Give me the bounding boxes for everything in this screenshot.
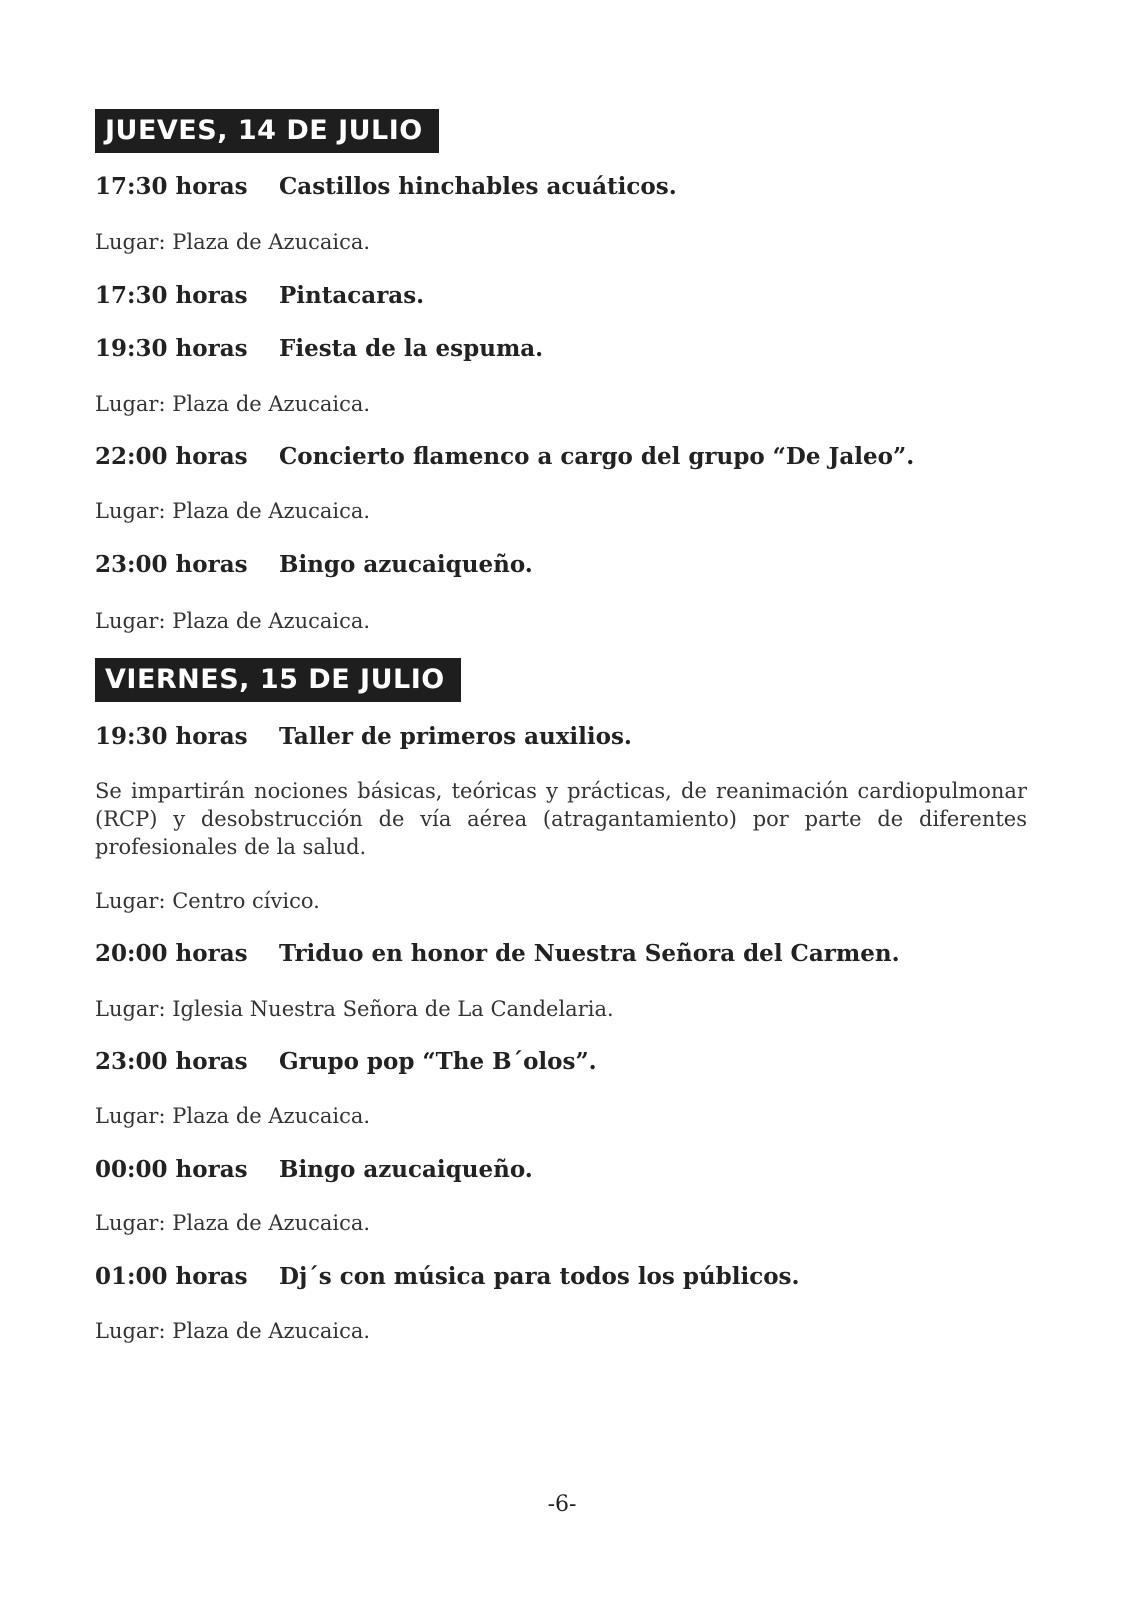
event-time: 01:00 horas [95, 1263, 248, 1290]
event-place: Lugar: Plaza de Azucaica. [95, 499, 371, 523]
event-time: 19:30 horas [95, 335, 248, 362]
event-title: Concierto flamenco a cargo del grupo “De Jaleo”. [279, 443, 915, 470]
event-place: Lugar: Plaza de Azucaica. [95, 1319, 371, 1343]
event-place: Lugar: Plaza de Azucaica. [95, 392, 371, 416]
event-place: Lugar: Plaza de Azucaica. [95, 230, 371, 254]
event-title: Bingo azucaiqueño. [279, 551, 533, 578]
event-title: Fiesta de la espuma. [279, 335, 544, 362]
event-title: Castillos hinchables acuáticos. [279, 173, 677, 200]
page-number: -6- [547, 1492, 577, 1517]
day-header-thursday: JUEVES, 14 DE JULIO [95, 109, 439, 153]
event-title: Taller de primeros auxilios. [279, 723, 632, 750]
event-time: 23:00 horas [95, 1048, 248, 1075]
event-time: 19:30 horas [95, 723, 248, 750]
event-time: 00:00 horas [95, 1156, 248, 1183]
event-place: Lugar: Plaza de Azucaica. [95, 609, 371, 633]
event-time: 17:30 horas [95, 282, 248, 309]
event-place: Lugar: Plaza de Azucaica. [95, 1211, 371, 1235]
event-description: Se impartirán nociones básicas, teóricas y prácticas, de reanimación cardiopulmonar (RCP) y desobstrucción de vía aérea (atragantamiento) por parte de diferentes profesionales de la salud. [95, 779, 1027, 859]
event-title: Dj´s con música para todos los públicos. [279, 1263, 800, 1290]
day-header-friday: VIERNES, 15 DE JULIO [95, 658, 461, 702]
event-title: Bingo azucaiqueño. [279, 1156, 533, 1183]
event-time: 22:00 horas [95, 443, 248, 470]
event-place: Lugar: Plaza de Azucaica. [95, 1104, 371, 1128]
event-title: Triduo en honor de Nuestra Señora del Carmen. [279, 940, 900, 967]
event-title: Grupo pop “The B´olos”. [279, 1048, 597, 1075]
event-place: Lugar: Iglesia Nuestra Señora de La Candelaria. [95, 997, 614, 1021]
event-time: 17:30 horas [95, 173, 248, 200]
event-title: Pintacaras. [279, 282, 425, 309]
event-place: Lugar: Centro cívico. [95, 889, 320, 913]
event-time: 23:00 horas [95, 551, 248, 578]
event-time: 20:00 horas [95, 940, 248, 967]
